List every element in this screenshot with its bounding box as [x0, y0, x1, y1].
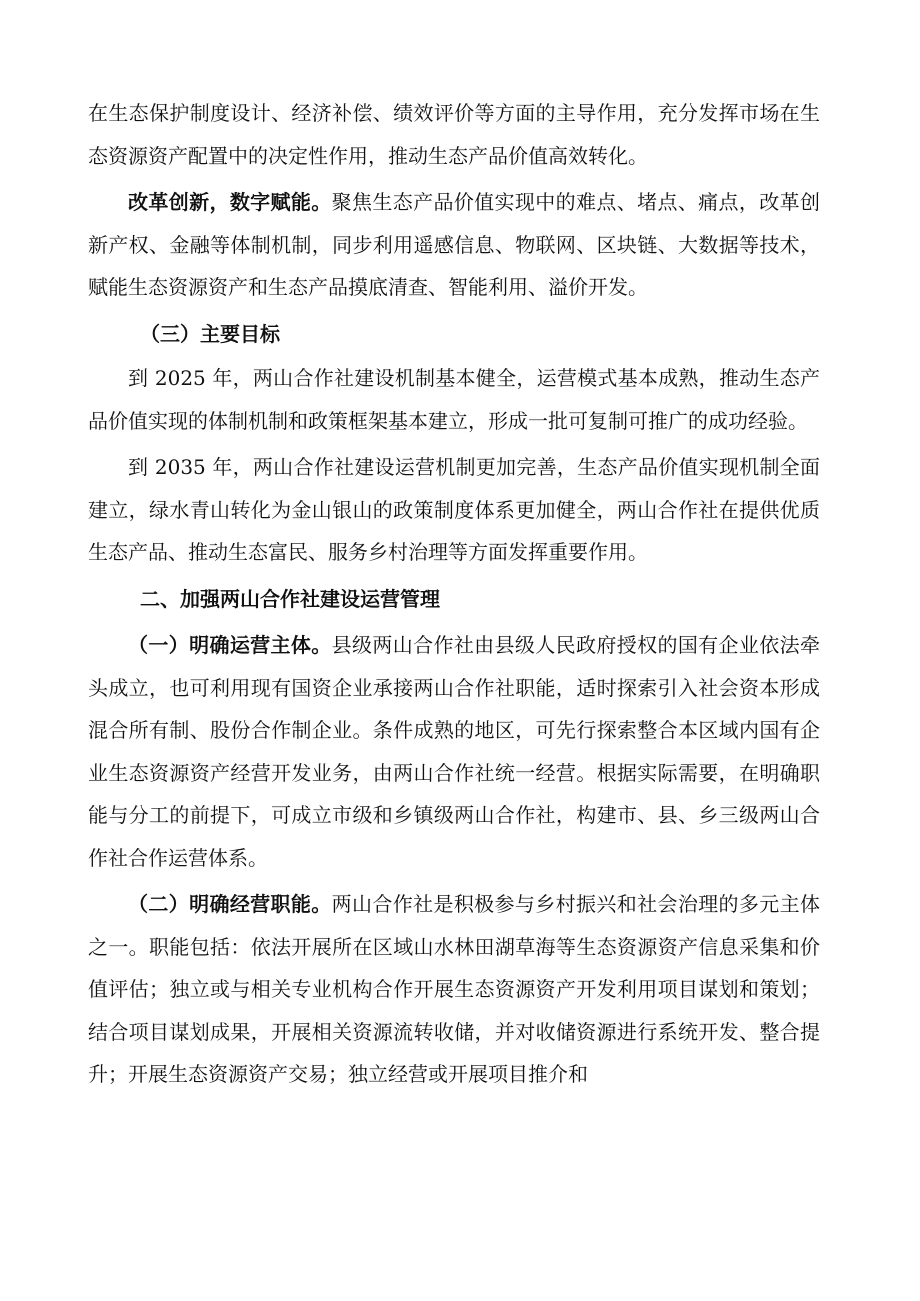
paragraph-goal-2035: 到 2035 年，两山合作社建设运营机制更加完善，生态产品价值实现机制全面建立，绿水青山转化为金山银山的政策制度体系更加健全，两山合作社在提供优质生态产品、推动生态富民、服务乡村治理等方面发挥重要作用。: [88, 455, 820, 564]
section-heading-two: 二、加强两山合作社建设运营管理: [140, 586, 440, 611]
paragraph-operating-entity: [88, 624, 820, 879]
paragraph-goal-2025: 到 2025 年，两山合作社建设机制基本健全，运营模式基本成熟，推动生态产品价值实现的体制机制和政策框架基本建立，形成一批可复制可推广的成功经验。: [88, 366, 820, 433]
paragraph-body: 聚焦生态产品价值实现中的难点、堵点、痛点，改革创新产权、金融等体制机制，同步利用遥感信息、物联网、区块链、大数据等技术，赋能生态资源资产和生态产品摸底清查、智能利用、溢价开发。: [88, 190, 821, 299]
paragraph-lead: （二）明确经营职能。: [128, 892, 332, 916]
section-heading-main-goals: （三）主要目标: [140, 321, 280, 346]
paragraph-body: 两山合作社是积极参与乡村振兴和社会治理的多元主体之一。职能包括：依法开展所在区域山水林田湖草海等生态资源资产信息采集和价值评估；独立或与相关专业机构合作开展生态资源资产开发利用项目谋划和策划；结合项目谋划成果，开展相关资源流转收储，并对收储资源进行系统开发、整合提升；开展生态资源资产交易；独立经营或开展项目推介和: [88, 892, 821, 1086]
paragraph-body: 县级两山合作社由县级人民政府授权的国有企业依法牵头成立，也可利用现有国资企业承接两山合作社职能，适时探索引入社会资本形成混合所有制、股份合作制企业。条件成熟的地区，可先行探索整合本区域内国有企业生态资源资产经营开发业务，由两山合作社统一经营。根据实际需要，在明确职能与分工的前提下，可成立市级和乡镇级两山合作社，构建市、县、乡三级两山合作社合作运营体系。: [88, 633, 821, 870]
paragraph-business-functions: [88, 883, 820, 1096]
paragraph-continuation: 在生态保护制度设计、经济补偿、绩效评价等方面的主导作用，充分发挥市场在生态资源资产配置中的决定性作用，推动生态产品价值高效转化。: [88, 101, 820, 168]
paragraph-reform-innovation: [88, 181, 820, 309]
paragraph-lead: （一）明确运营主体。: [128, 633, 332, 657]
document-page: [88, 92, 820, 1096]
paragraph-lead: 改革创新，数字赋能。: [128, 190, 332, 214]
